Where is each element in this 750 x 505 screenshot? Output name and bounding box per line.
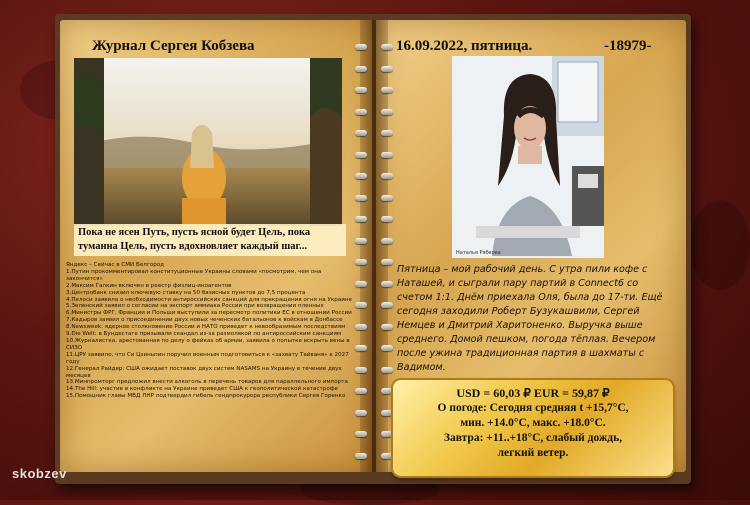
binding-ring (381, 431, 393, 437)
news-item: 12.Генерал Райдер: США ожидает поставок двух систем NASAMS на Украину в течение двух месяцев (66, 365, 342, 379)
binding-ring (381, 238, 393, 244)
binding-ring (355, 44, 367, 50)
binding-ring (355, 195, 367, 201)
binding-ring (355, 302, 367, 308)
news-item: 2.Максим Галкин включен в реестр физлиц-иноагентов (66, 282, 232, 289)
binding-ring (355, 109, 367, 115)
entry-date: 16.09.2022, пятница. (396, 38, 533, 54)
binding-ring (381, 259, 393, 265)
portrait-photo (452, 56, 604, 258)
binding-ring (381, 388, 393, 394)
binding-ring (381, 66, 393, 72)
journal-title: Журнал Сергея Кобзева (92, 38, 255, 54)
news-item: Яндекс – Сейчас в СМИ Белгород (66, 262, 165, 268)
binding-ring (381, 195, 393, 201)
news-item: 6.Министры ФРГ, Франции и Польши выступили за пересмотр политики ЕС в отношении России (66, 310, 352, 317)
news-item: 7.Кадыров заявил о присоединении двух новых чеченских батальонов к войскам в Донбассе (66, 317, 343, 324)
binding-ring (355, 238, 367, 244)
portrait-caption: Наталья Рябкова (456, 250, 501, 256)
binding-ring (355, 281, 367, 287)
news-item: 3.Центробанк снизил ключевую ставку на 50 базисных пунктов до 7,5 процента (66, 289, 306, 296)
binding-ring (381, 345, 393, 351)
binding-ring (381, 453, 393, 459)
binding-ring (355, 410, 367, 416)
binding-ring (381, 367, 393, 373)
info-plaque (393, 380, 673, 476)
binding-ring (381, 44, 393, 50)
binding-ring (355, 66, 367, 72)
news-item: 9.Die Welt: в Бундестаге призывали скандал из-за размолвкой по антироссийским санкциям (66, 331, 342, 338)
binding-ring (355, 345, 367, 351)
binding-ring (381, 130, 393, 136)
binding-ring (381, 173, 393, 179)
binding-ring (355, 324, 367, 330)
landscape-photo (74, 58, 342, 226)
diary-entry-text: Пятница – мой рабочий день. С утра пили кофе с Наташей, и сыграли пару партий в Connect6 со счетом 1:1. Днём приехала Оля, была до 17-ти. Ещё сегодня заходили Роберт Бузукашвили, Сергей Немцев и Дмитрий Харитоненко. Выручка выше среднего. Домой пешком, погода тёплая. Вечером после ужина традиционная партия в шахматы с Вадимом. (397, 264, 663, 373)
binding-ring (355, 216, 367, 222)
news-item: 14.The Hill: участие в конфликте на Украине приведет США к геополитической катастрофе (66, 386, 338, 393)
news-item: 8.Newsweek: ядерное столкновение России и НАТО приведет к невообразимым последствиям (66, 324, 346, 331)
binding-ring (381, 410, 393, 416)
binding-ring (355, 152, 367, 158)
weather-tomorrow: Завтра: +11..+18°С, слабый дождь, (443, 432, 623, 444)
news-item: 13.Минпромторг предложил внести алкоголь в перечень товаров для параллельного импорта (66, 379, 348, 386)
binding-ring (381, 87, 393, 93)
binding-ring (355, 367, 367, 373)
binding-ring (381, 216, 393, 222)
motto-quote: Пока не ясен Путь, пусть ясной будет Цель, пока туманна Цель, пусть вдохновляет каждый шаг... (74, 224, 346, 256)
binding-ring (381, 152, 393, 158)
exchange-rates: USD = 60,03 ₽ EUR = 59,87 ₽ (456, 386, 610, 400)
binding-ring (355, 173, 367, 179)
news-item: 10.Журналистка, арестованная по делу о фейках об армии, заявила о попытке вскрыть вены в СИЗО (66, 337, 350, 351)
binding-ring (381, 109, 393, 115)
news-item: 15.Помощник главы МВД ЛНР подтвердил гибель гендпрокурора республики Сергея Горенко (66, 393, 346, 400)
watermark: skobzev (12, 466, 67, 481)
binding-ring (355, 388, 367, 394)
binding-ring (355, 259, 367, 265)
binding-ring (381, 302, 393, 308)
news-item: 11.ЦРУ заявило, что Си Цзиньпин поручил военным подготовиться к «захвату Тайваня» к 2027 году (66, 351, 349, 365)
news-list (66, 262, 356, 400)
news-item: 4.Пелоси заявила о необходимости антироссийских санкций для прекращения огня на Украине (66, 296, 352, 303)
weather-today-range: мин. +14.0°С, макс. +18.0°С. (460, 417, 606, 429)
entry-number: -18979- (604, 38, 652, 54)
weather-tomorrow-wind: легкий ветер. (497, 447, 569, 459)
binding-ring (355, 130, 367, 136)
girl-in-field-image (74, 58, 342, 226)
woman-portrait-image (452, 56, 604, 258)
weather-today: О погоде: Сегодня средняя t +15,7°С, (437, 402, 629, 414)
binding-ring (381, 281, 393, 287)
binding-ring (355, 453, 367, 459)
news-item: 5.Зеленский заявил о согласии на экспорт аммиака России при возвращении пленных (66, 303, 324, 310)
binding-ring (355, 87, 367, 93)
binding-ring (355, 431, 367, 437)
news-item: 1.Путин прокомментировал конституционные Украины словами «посмотрим, чем она закончится» (66, 268, 322, 282)
binding-ring (381, 324, 393, 330)
